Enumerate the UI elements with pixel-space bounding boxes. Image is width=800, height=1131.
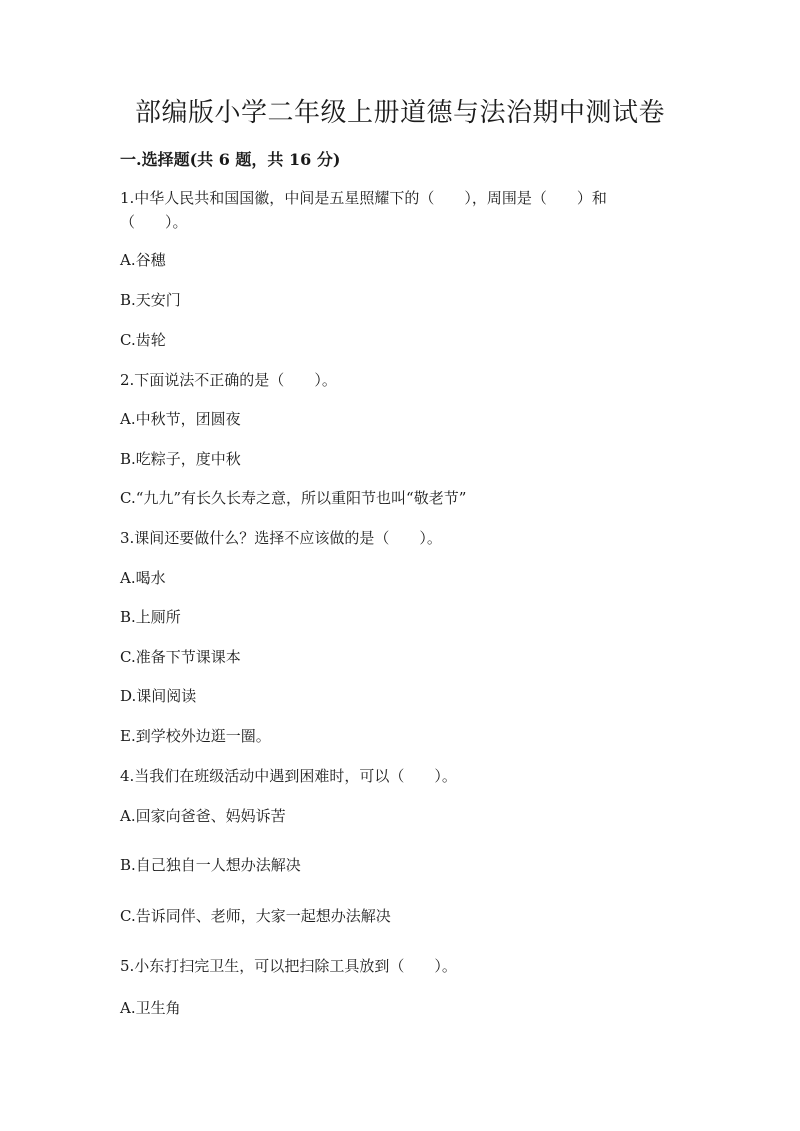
question-3-option-d: D.课间阅读 bbox=[120, 687, 197, 705]
question-3-option-b: B.上厕所 bbox=[120, 608, 181, 626]
question-5-option-a: A.卫生角 bbox=[120, 999, 181, 1017]
question-3-option-a: A.喝水 bbox=[120, 569, 166, 587]
question-2-stem: 2.下面说法不正确的是（ ）。 bbox=[120, 371, 337, 389]
question-4-stem: 4.当我们在班级活动中遇到困难时，可以（ ）。 bbox=[120, 767, 457, 785]
question-2-option-b: B.吃粽子，度中秋 bbox=[120, 450, 241, 468]
exam-title: 部编版小学二年级上册道德与法治期中测试卷 bbox=[134, 98, 665, 128]
question-1-option-c: C.齿轮 bbox=[120, 331, 166, 349]
question-3-stem: 3.课间还要做什么？选择不应该做的是（ ）。 bbox=[120, 529, 442, 547]
question-3-option-c: C.准备下节课课本 bbox=[120, 648, 241, 666]
question-1-option-a: A.谷穗 bbox=[120, 251, 166, 269]
question-1-option-b: B.天安门 bbox=[120, 291, 181, 309]
question-3-option-e: E.到学校外边逛一圈。 bbox=[120, 727, 271, 745]
question-4-option-a: A.回家向爸爸、妈妈诉苦 bbox=[120, 807, 286, 825]
question-2-option-c: C.“九九”有长久长寿之意，所以重阳节也叫“敬老节” bbox=[120, 489, 467, 507]
question-2-option-a: A.中秋节，团圆夜 bbox=[120, 410, 241, 428]
section-heading: 一.选择题(共 6 题，共 16 分) bbox=[120, 150, 341, 169]
question-4-option-b: B.自己独自一人想办法解决 bbox=[120, 856, 301, 874]
question-1-stem-line2: （ ）。 bbox=[120, 213, 188, 231]
question-5-stem: 5.小东打扫完卫生，可以把扫除工具放到（ ）。 bbox=[120, 957, 457, 975]
question-4-option-c: C.告诉同伴、老师，大家一起想办法解决 bbox=[120, 907, 391, 925]
question-1-stem-line1: 1.中华人民共和国国徽，中间是五星照耀下的（ ），周围是（ ）和 bbox=[120, 189, 607, 207]
